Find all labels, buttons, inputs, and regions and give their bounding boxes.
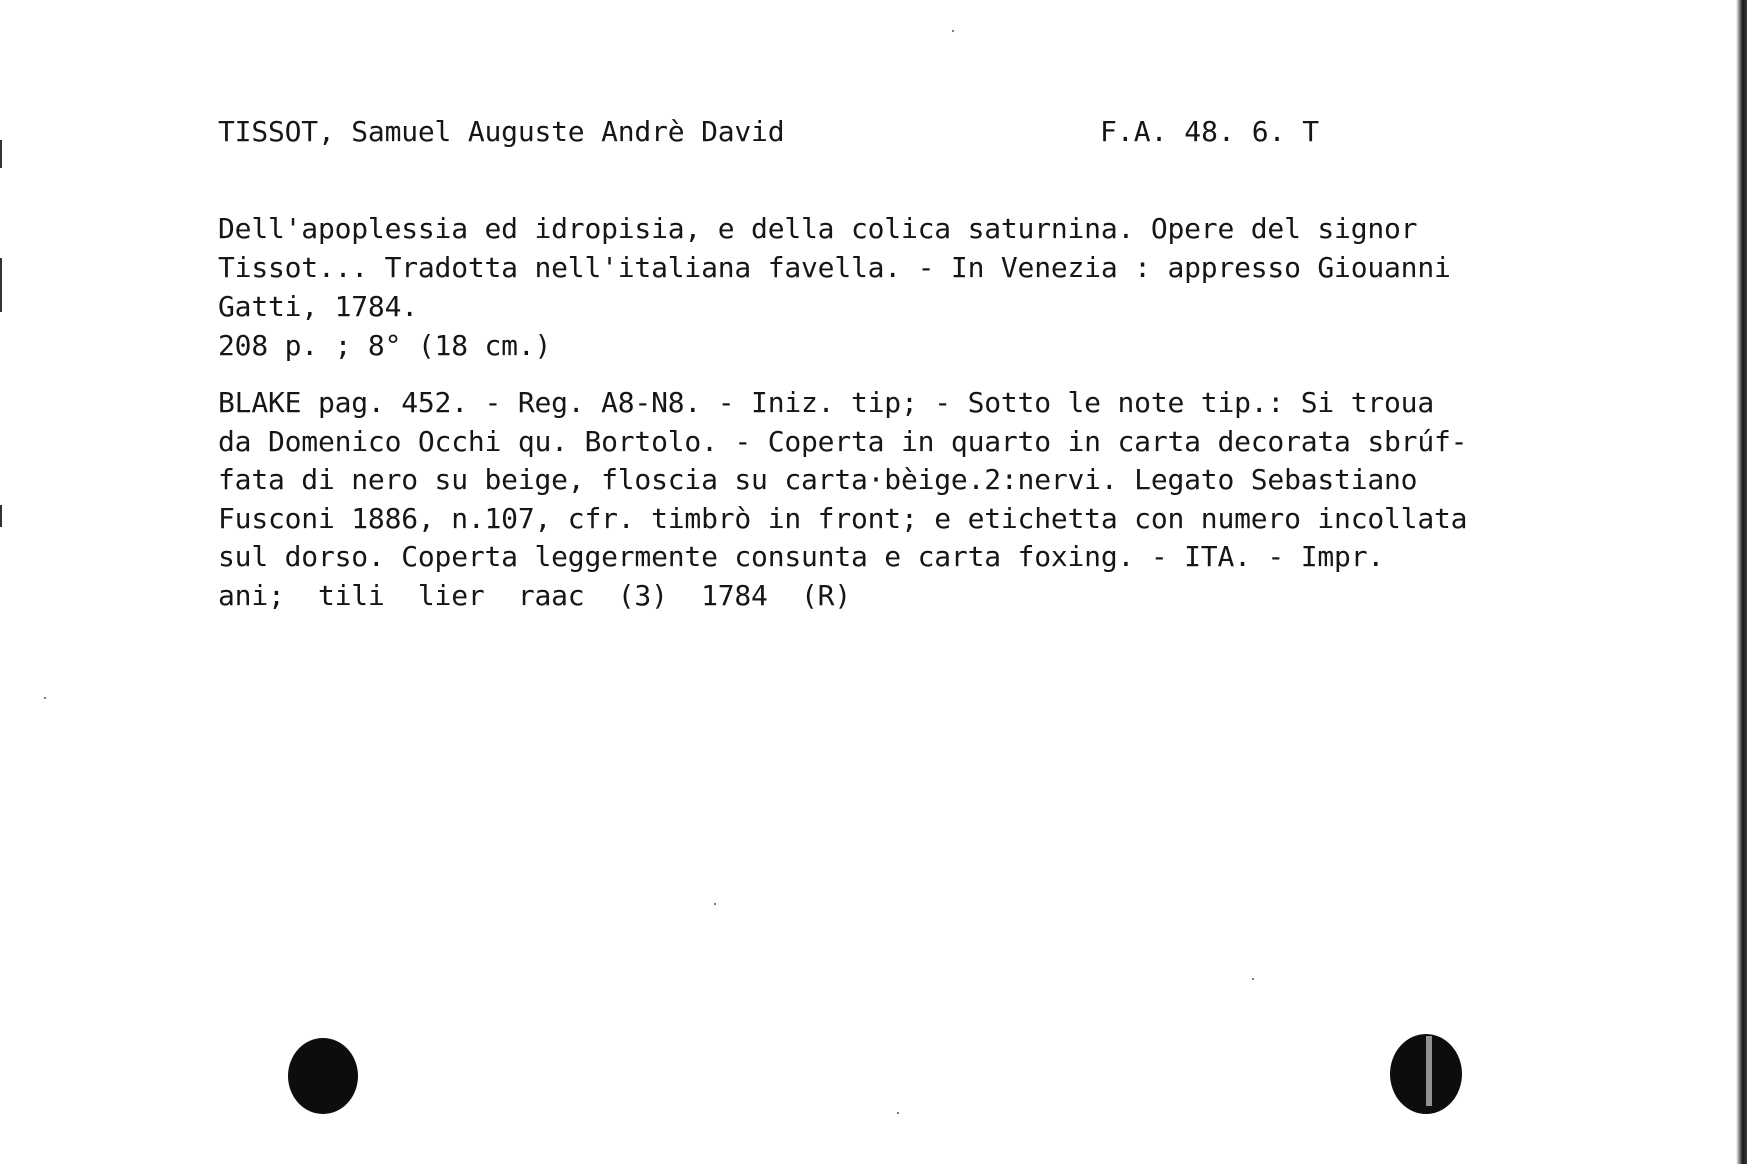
speck	[897, 1112, 899, 1114]
card-right-edge	[1736, 0, 1747, 1164]
title-line-1: Dell'apoplessia ed idropisia, e della colica saturnina. Opere del signor	[218, 212, 1418, 245]
scan-edge-mark	[0, 258, 2, 312]
speck	[952, 30, 954, 32]
notes-line-3: fata di nero su beige, floscia su carta·bèige.2:nervi. Legato Sebastiano	[218, 463, 1418, 496]
punch-hole-left	[288, 1038, 358, 1114]
notes-line-5: sul dorso. Coperta leggermente consunta e carta foxing. - ITA. - Impr.	[218, 540, 1385, 573]
notes-line-6: ani; tili lier raac (3) 1784 (R)	[218, 579, 851, 612]
scan-edge-mark	[0, 140, 2, 168]
punch-hole-right	[1390, 1034, 1462, 1114]
scan-edge-mark	[0, 505, 2, 527]
shelfmark: F.A. 48. 6. T	[1100, 115, 1320, 148]
speck	[1252, 978, 1254, 980]
title-line-3: Gatti, 1784.	[218, 290, 418, 323]
notes-line-1: BLAKE pag. 452. - Reg. A8-N8. - Iniz. tip; - Sotto le note tip.: Si troua	[218, 386, 1434, 419]
author-heading: TISSOT, Samuel Auguste Andrè David	[218, 115, 785, 148]
collation: 208 p. ; 8° (18 cm.)	[218, 329, 552, 362]
notes-line-4: Fusconi 1886, n.107, cfr. timbrò in front; e etichetta con numero incollata	[218, 502, 1468, 535]
title-line-2: Tissot... Tradotta nell'italiana favella. - In Venezia : appresso Giouanni	[218, 251, 1451, 284]
speck	[44, 697, 46, 699]
speck	[714, 903, 716, 905]
notes-line-2: da Domenico Occhi qu. Bortolo. - Coperta in quarto in carta decorata sbrúf-	[218, 425, 1468, 458]
